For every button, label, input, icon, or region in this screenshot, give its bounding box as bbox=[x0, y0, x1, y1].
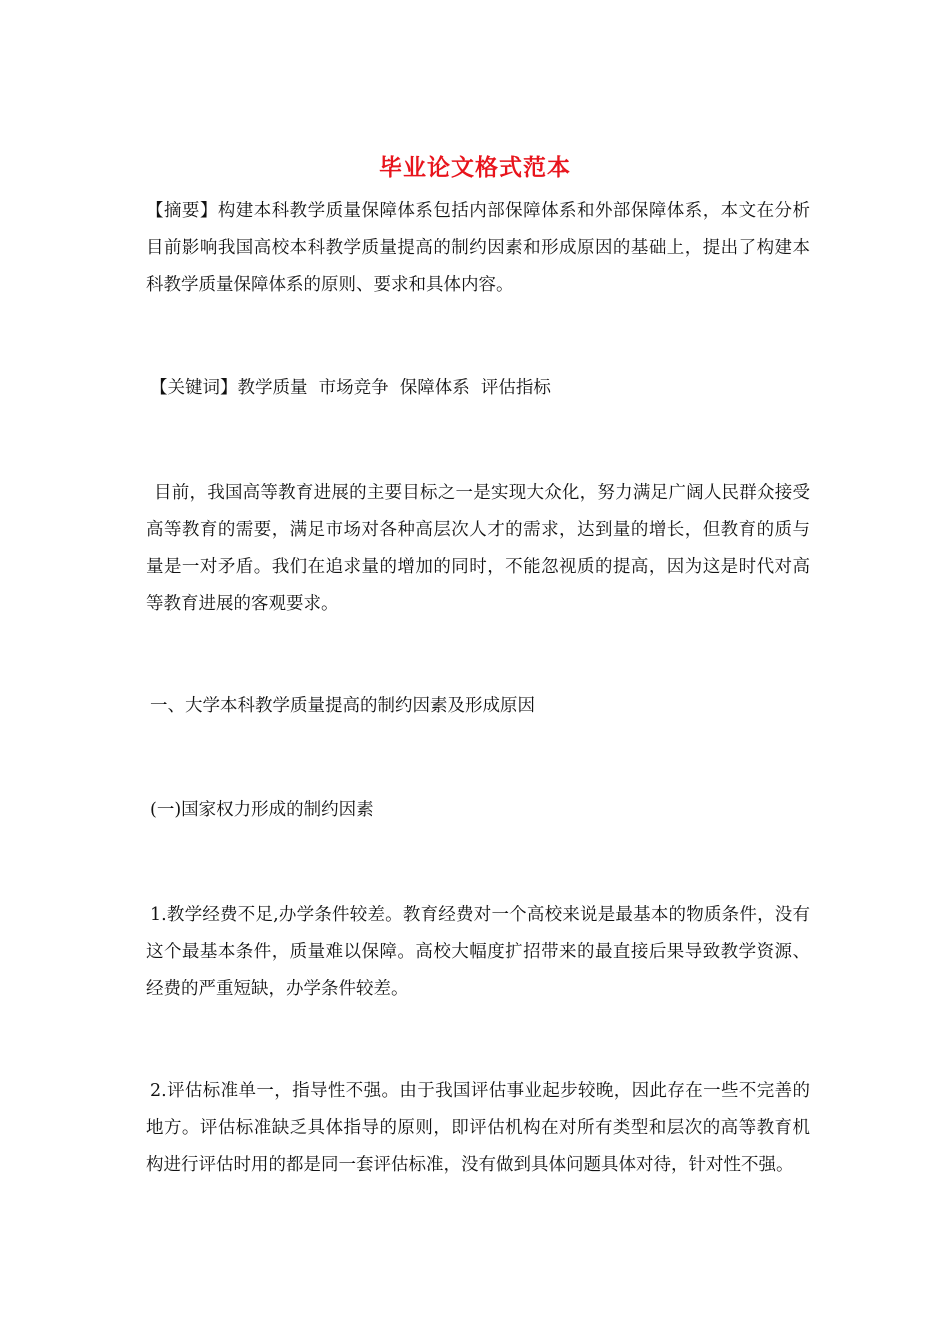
point-paragraph-1: 1.教学经费不足,办学条件较差。教育经费对一个高校来说是最基本的物质条件，没有这个最基本条件，质量难以保障。高校大幅度扩招带来的最直接后果导致教学资源、经费的严重短缺，办学条件较差。 bbox=[146, 905, 810, 999]
document-title: 毕业论文格式范本 bbox=[379, 154, 571, 181]
point-paragraph-2: 2.评估标准单一，指导性不强。由于我国评估事业起步较晚，因此存在一些不完善的地方。评估标准缺乏具体指导的原则，即评估机构在对所有类型和层次的高等教育机构进行评估时用的都是同一套评估标准，没有做到具体问题具体对待，针对性不强。 bbox=[146, 1081, 810, 1175]
keywords-line: 【关键词】教学质量 市场竞争 保障体系 评估指标 bbox=[150, 378, 551, 398]
intro-paragraph: 目前，我国高等教育进展的主要目标之一是实现大众化，努力满足广阔人民群众接受高等教育的需要，满足市场对各种高层次人才的需求，达到量的增长，但教育的质与量是一对矛盾。我们在追求量的增加的同时，不能忽视质的提高，因为这是时代对高等教育进展的客观要求。 bbox=[146, 483, 810, 614]
abstract-paragraph: 【摘要】构建本科教学质量保障体系包括内部保障体系和外部保障体系，本文在分析目前影响我国高校本科教学质量提高的制约因素和形成原因的基础上，提出了构建本科教学质量保障体系的原则、要求和具体内容。 bbox=[146, 201, 810, 295]
subsection-heading: (一)国家权力形成的制约因素 bbox=[150, 800, 374, 820]
section-heading: 一、大学本科教学质量提高的制约因素及形成原因 bbox=[150, 696, 535, 716]
